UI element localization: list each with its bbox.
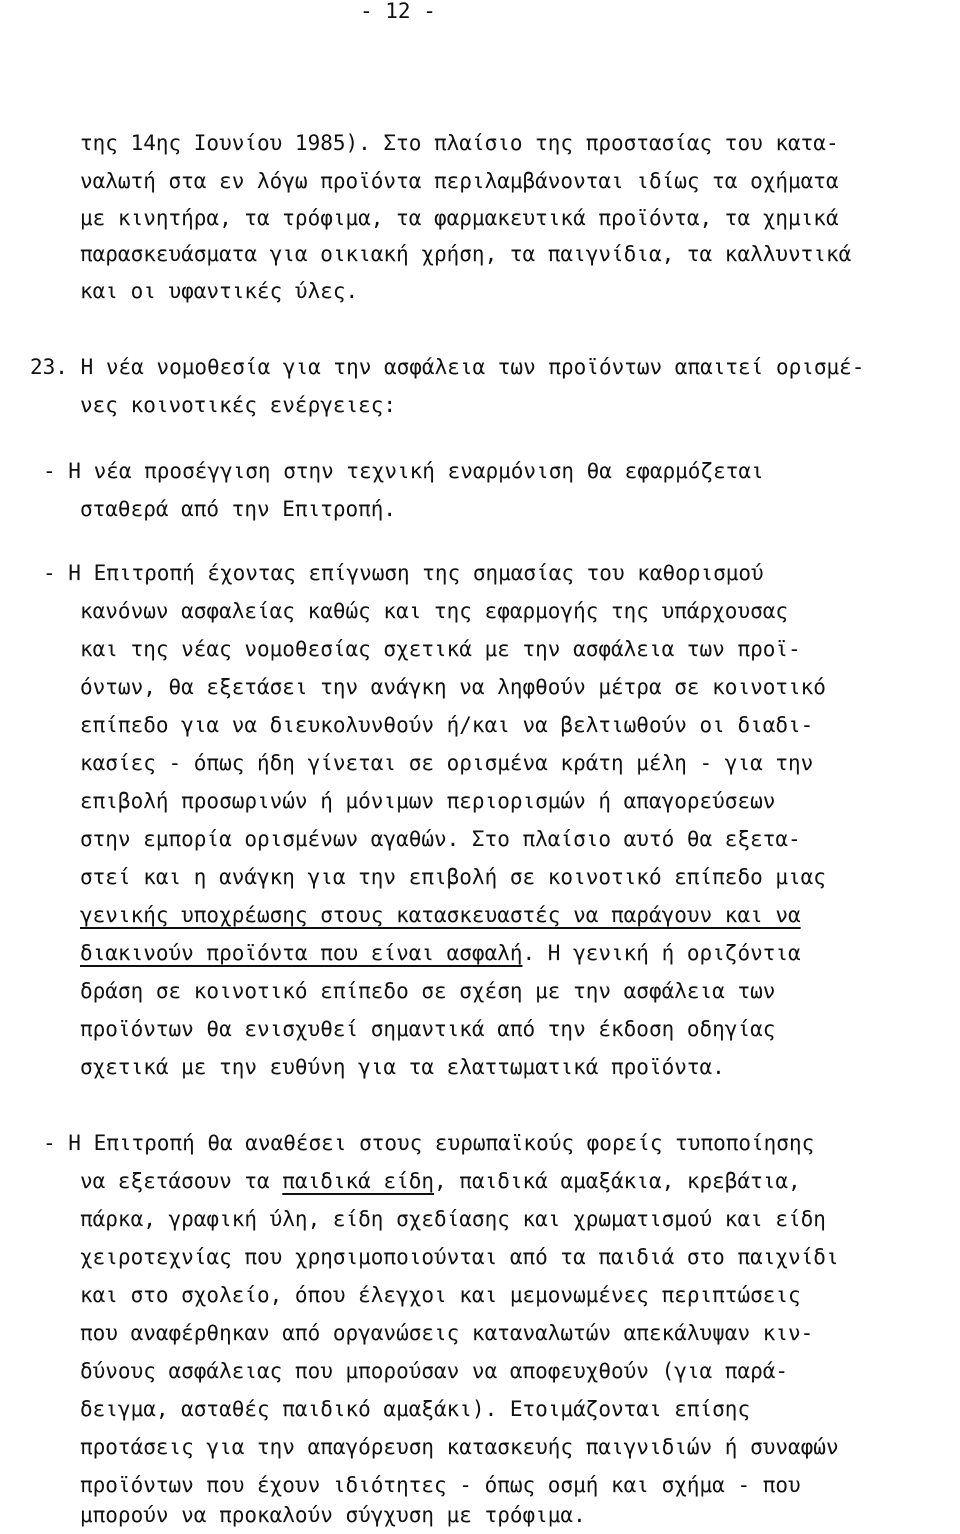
text-line: όντων, θα εξετάσει την ανάγκη να ληφθούν μέτρα σε κοινοτικό bbox=[80, 675, 826, 699]
text-line: παρασκευάσματα για οικιακή χρήση, τα παιγνίδια, τα καλλυντικά bbox=[80, 242, 852, 266]
section-heading-line: 23. Η νέα νομοθεσία για την ασφάλεια των προϊόντων απαιτεί ορισμέ- bbox=[30, 355, 865, 379]
text-line: δράση σε κοινοτικό επίπεδο σε σχέση με την ασφάλεια των bbox=[80, 979, 776, 1003]
text-line: νες κοινοτικές ενέργειες: bbox=[80, 393, 397, 417]
text-line: χειροτεχνίας που χρησιμοποιούνται από τα παιδιά στο παιχνίδι bbox=[80, 1245, 839, 1269]
underlined-line: γενικής υποχρέωσης στους κατασκευαστές να παράγουν και να bbox=[80, 903, 801, 927]
text-line bbox=[80, 1162, 801, 1200]
text-line: σταθερά από την Επιτροπή. bbox=[80, 497, 397, 521]
text-line: προϊόντων θα ενισχυθεί σημαντικά από την έκδοση οδηγίας bbox=[80, 1017, 776, 1041]
text-line: επιβολή προσωρινών ή μόνιμων περιορισμών ή απαγορεύσεων bbox=[80, 789, 776, 813]
bullet-line: - Η Επιτροπή έχοντας επίγνωση της σημασίας του καθορισμού bbox=[43, 561, 764, 585]
text-line: της 14ης Ιουνίου 1985). Στο πλαίσιο της προστασίας του κατα- bbox=[80, 131, 839, 155]
text-line: μπορούν να προκαλούν σύγχυση με τρόφιμα. bbox=[80, 1503, 586, 1527]
text-line: στην εμπορία ορισμένων αγαθών. Στο πλαίσιο αυτό θα εξετα- bbox=[80, 827, 801, 851]
text-line: δύνους ασφάλειας που μπορούσαν να αποφευχθούν (για παρά- bbox=[80, 1359, 789, 1383]
underlined-phrase: παιδικά είδη bbox=[282, 1169, 435, 1193]
bullet-line: - Η νέα προσέγγιση στην τεχνική εναρμόνιση θα εφαρμόζεται bbox=[43, 459, 764, 483]
text-line: κανόνων ασφαλείας καθώς και της εφαρμογής της υπάρχουσας bbox=[80, 599, 789, 623]
text-line: και στο σχολείο, όπου έλεγχοι και μεμονωμένες περιπτώσεις bbox=[80, 1283, 801, 1307]
underlined-phrase: διακινούν προϊόντα που είναι ασφαλή bbox=[80, 941, 523, 965]
bullet-line: - Η Επιτροπή θα αναθέσει στους ευρωπαϊκούς φορείς τυποποίησης bbox=[43, 1131, 815, 1155]
text-line: κασίες - όπως ήδη γίνεται σε ορισμένα κράτη μέλη - για την bbox=[80, 751, 814, 775]
text-line: με κινητήρα, τα τρόφιμα, τα φαρμακευτικά προϊόντα, τα χημικά bbox=[80, 206, 839, 230]
text-line: επίπεδο για να διευκολυνθούν ή/και να βελτιωθούν οι διαδι- bbox=[80, 713, 814, 737]
text-fragment: να εξετάσουν τα bbox=[80, 1169, 283, 1193]
text-line: και οι υφαντικές ύλες. bbox=[80, 279, 359, 303]
text-line: ναλωτή στα εν λόγω προϊόντα περιλαμβάνονται ιδίως τα οχήματα bbox=[80, 169, 839, 193]
text-line: που αναφέρθηκαν από οργανώσεις καταναλωτών απεκάλυψαν κιν- bbox=[80, 1321, 814, 1345]
text-line: δειγμα, ασταθές παιδικό αμαξάκι). Ετοιμάζονται επίσης bbox=[80, 1397, 751, 1421]
text-fragment: . Η γενική ή οριζόντια bbox=[522, 941, 801, 965]
page-number: - 12 - bbox=[360, 0, 436, 23]
text-line: σχετικά με την ευθύνη για τα ελαττωματικά προϊόντα. bbox=[80, 1055, 725, 1079]
text-fragment: , παιδικά αμαξάκια, κρεβάτια, bbox=[434, 1169, 801, 1193]
text-line bbox=[80, 934, 801, 972]
text-line: προτάσεις για την απαγόρευση κατασκευής παιγνιδιών ή συναφών bbox=[80, 1435, 839, 1459]
text-line: προϊόντων που έχουν ιδιότητες - όπως οσμή και σχήμα - που bbox=[80, 1473, 801, 1497]
text-line: στεί και η ανάγκη για την επιβολή σε κοινοτικό επίπεδο μιας bbox=[80, 865, 826, 889]
text-line: και της νέας νομοθεσίας σχετικά με την ασφάλεια των προϊ- bbox=[80, 637, 801, 661]
text-line: πάρκα, γραφική ύλη, είδη σχεδίασης και χρωματισμού και είδη bbox=[80, 1207, 826, 1231]
